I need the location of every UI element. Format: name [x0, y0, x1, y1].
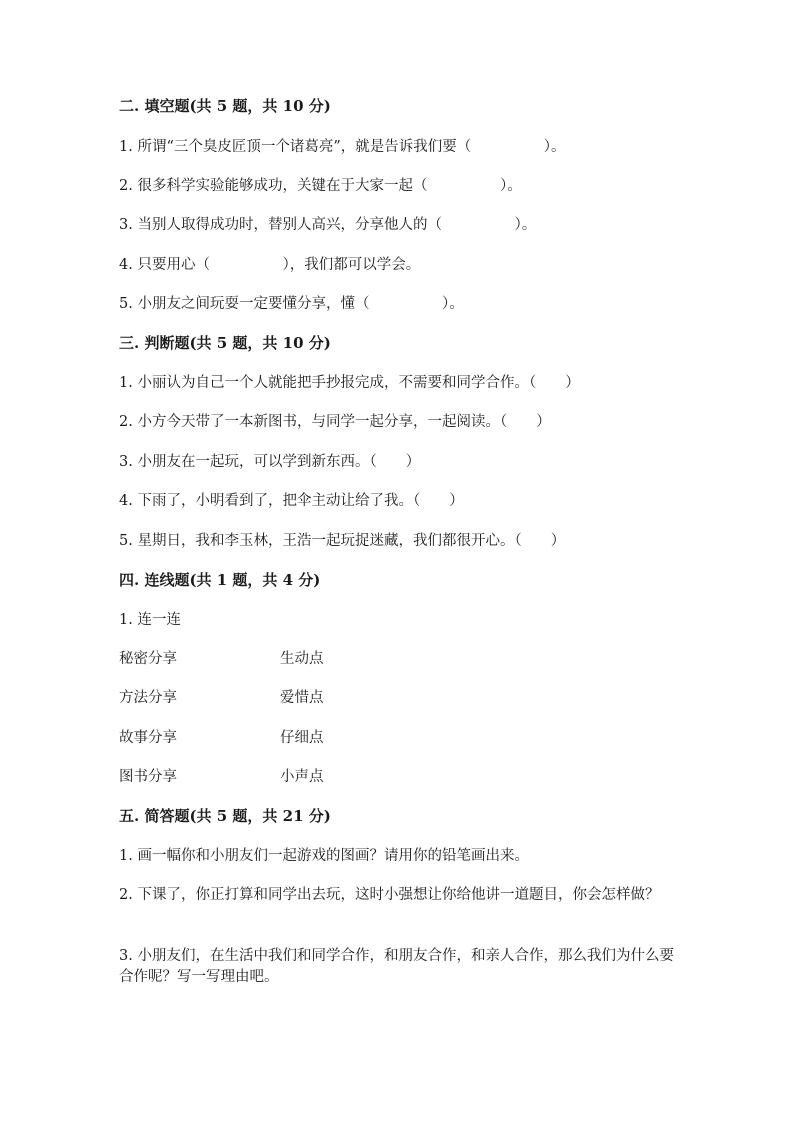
section-heading-match: 四. 连线题(共 1 题，共 4 分) — [119, 571, 321, 589]
section-heading-fill: 二. 填空题(共 5 题，共 10 分) — [119, 97, 331, 115]
fill-question-5: 5. 小朋友之间玩耍一定要懂分享，懂（ ）。 — [119, 296, 464, 312]
match-right-item: 爱惜点 — [280, 690, 324, 706]
match-left-item: 图书分享 — [119, 769, 177, 785]
match-right-item: 小声点 — [280, 769, 324, 785]
match-right-item: 生动点 — [280, 651, 324, 667]
judge-question-4: 4. 下雨了，小明看到了，把伞主动让给了我。（ ） — [119, 493, 464, 509]
short-question-1: 1. 画一幅你和小朋友们一起游戏的图画？请用你的铅笔画出来。 — [119, 848, 529, 864]
judge-question-2: 2. 小方今天带了一本新图书，与同学一起分享，一起阅读。（ ） — [119, 414, 551, 430]
judge-question-5: 5. 星期日，我和李玉林，王浩一起玩捉迷藏，我们都很开心。（ ） — [119, 533, 566, 549]
short-question-3: 3. 小朋友们，在生活中我们和同学合作，和朋友合作，和亲人合作，那么我们为什么要合作呢？写一写理由吧。 — [119, 948, 674, 985]
short-question-2: 2. 下课了，你正打算和同学出去玩，这时小强想让你给他讲一道题目，你会怎样做？ — [119, 887, 660, 903]
match-left-item: 秘密分享 — [119, 651, 177, 667]
judge-question-1: 1. 小丽认为自己一个人就能把手抄报完成，不需要和同学合作。（ ） — [119, 375, 580, 391]
match-prompt: 1. 连一连 — [119, 612, 181, 628]
match-left-item: 方法分享 — [119, 690, 177, 706]
judge-question-3: 3. 小朋友在一起玩，可以学到新东西。（ ） — [119, 454, 421, 470]
fill-question-2: 2. 很多科学实验能够成功，关键在于大家一起（ ）。 — [119, 178, 522, 194]
section-heading-short: 五. 简答题(共 5 题，共 21 分) — [119, 807, 331, 825]
match-left-item: 故事分享 — [119, 730, 177, 746]
section-heading-judge: 三. 判断题(共 5 题，共 10 分) — [119, 334, 331, 352]
fill-question-3: 3. 当别人取得成功时，替别人高兴，分享他人的（ ）。 — [119, 217, 537, 233]
match-right-item: 仔细点 — [280, 730, 324, 746]
fill-question-4: 4. 只要用心（ ），我们都可以学会。 — [119, 257, 421, 273]
fill-question-1: 1. 所谓“三个臭皮匠顶一个诸葛亮”，就是告诉我们要（ ）。 — [119, 139, 566, 155]
